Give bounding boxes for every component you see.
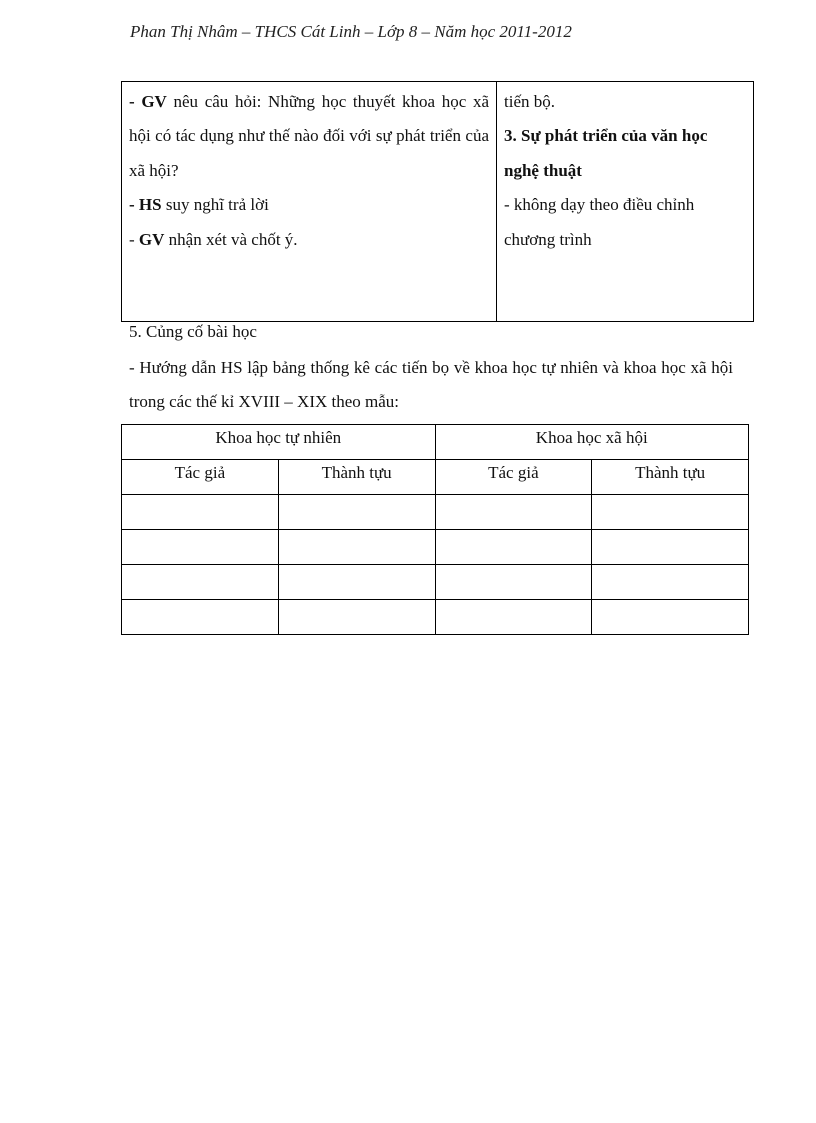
teacher-conclusion-role: GV [138, 229, 165, 249]
table-cell [592, 565, 749, 600]
table-cell [435, 565, 592, 600]
column-header-row [122, 460, 749, 495]
section-heading: 3. Sự phát triển của văn học nghệ thuật [504, 126, 708, 180]
lesson-left-cell [122, 82, 497, 322]
teacher-question [129, 85, 489, 188]
student-response-text: suy nghĩ trả lời [161, 195, 269, 215]
teacher-question-role: - GV [129, 92, 167, 111]
table-cell [592, 530, 749, 565]
table-cell [278, 600, 435, 635]
column-header-achievement: Thành tựu [592, 460, 749, 495]
student-response [129, 188, 489, 222]
column-header-achievement: Thành tựu [278, 460, 435, 495]
group-header-social: Khoa học xã hội [435, 425, 749, 460]
table-cell [435, 600, 592, 635]
statistics-table [121, 424, 749, 635]
table-row [122, 565, 749, 600]
instruction-paragraph: - Hướng dẫn HS lập bảng thống kê các tiến bọ về khoa học tự nhiên và khoa học xã hội trong các thế kỉ XVIII – XIX theo mẫu: [129, 358, 733, 412]
group-header-row [122, 425, 749, 460]
group-header-natural: Khoa học tự nhiên [122, 425, 436, 460]
table-cell [122, 565, 279, 600]
table-cell [122, 600, 279, 635]
table-cell [278, 565, 435, 600]
lesson-table [121, 81, 754, 322]
teacher-question-text: nêu câu hỏi: Những học thuyết khoa học xã hội có tác dụng như thế nào đối với sự phát triển của xã hội? [129, 92, 489, 180]
syllabus-note: - không dạy theo điều chỉnh chương trình [504, 195, 695, 249]
table-cell [278, 495, 435, 530]
teacher-conclusion-prefix: - [129, 229, 139, 249]
table-cell [435, 495, 592, 530]
page-header: Phan Thị Nhâm – THCS Cát Linh – Lớp 8 – Năm học 2011-2012 [130, 22, 572, 41]
table-row [122, 495, 749, 530]
lesson-right-cell [497, 82, 754, 322]
table-row [122, 600, 749, 635]
table-cell [122, 495, 279, 530]
teacher-conclusion-text: nhận xét và chốt ý. [164, 229, 298, 249]
table-cell [435, 530, 592, 565]
teacher-conclusion [129, 223, 489, 257]
column-header-author: Tác giả [122, 460, 279, 495]
table-cell [592, 495, 749, 530]
continued-text: tiến bộ. [504, 92, 555, 111]
table-cell [278, 530, 435, 565]
student-response-role: - HS [129, 195, 162, 215]
section-title: 5. Củng cố bài học [129, 322, 257, 341]
table-cell [592, 600, 749, 635]
table-row [122, 530, 749, 565]
column-header-author: Tác giả [435, 460, 592, 495]
table-cell [122, 530, 279, 565]
